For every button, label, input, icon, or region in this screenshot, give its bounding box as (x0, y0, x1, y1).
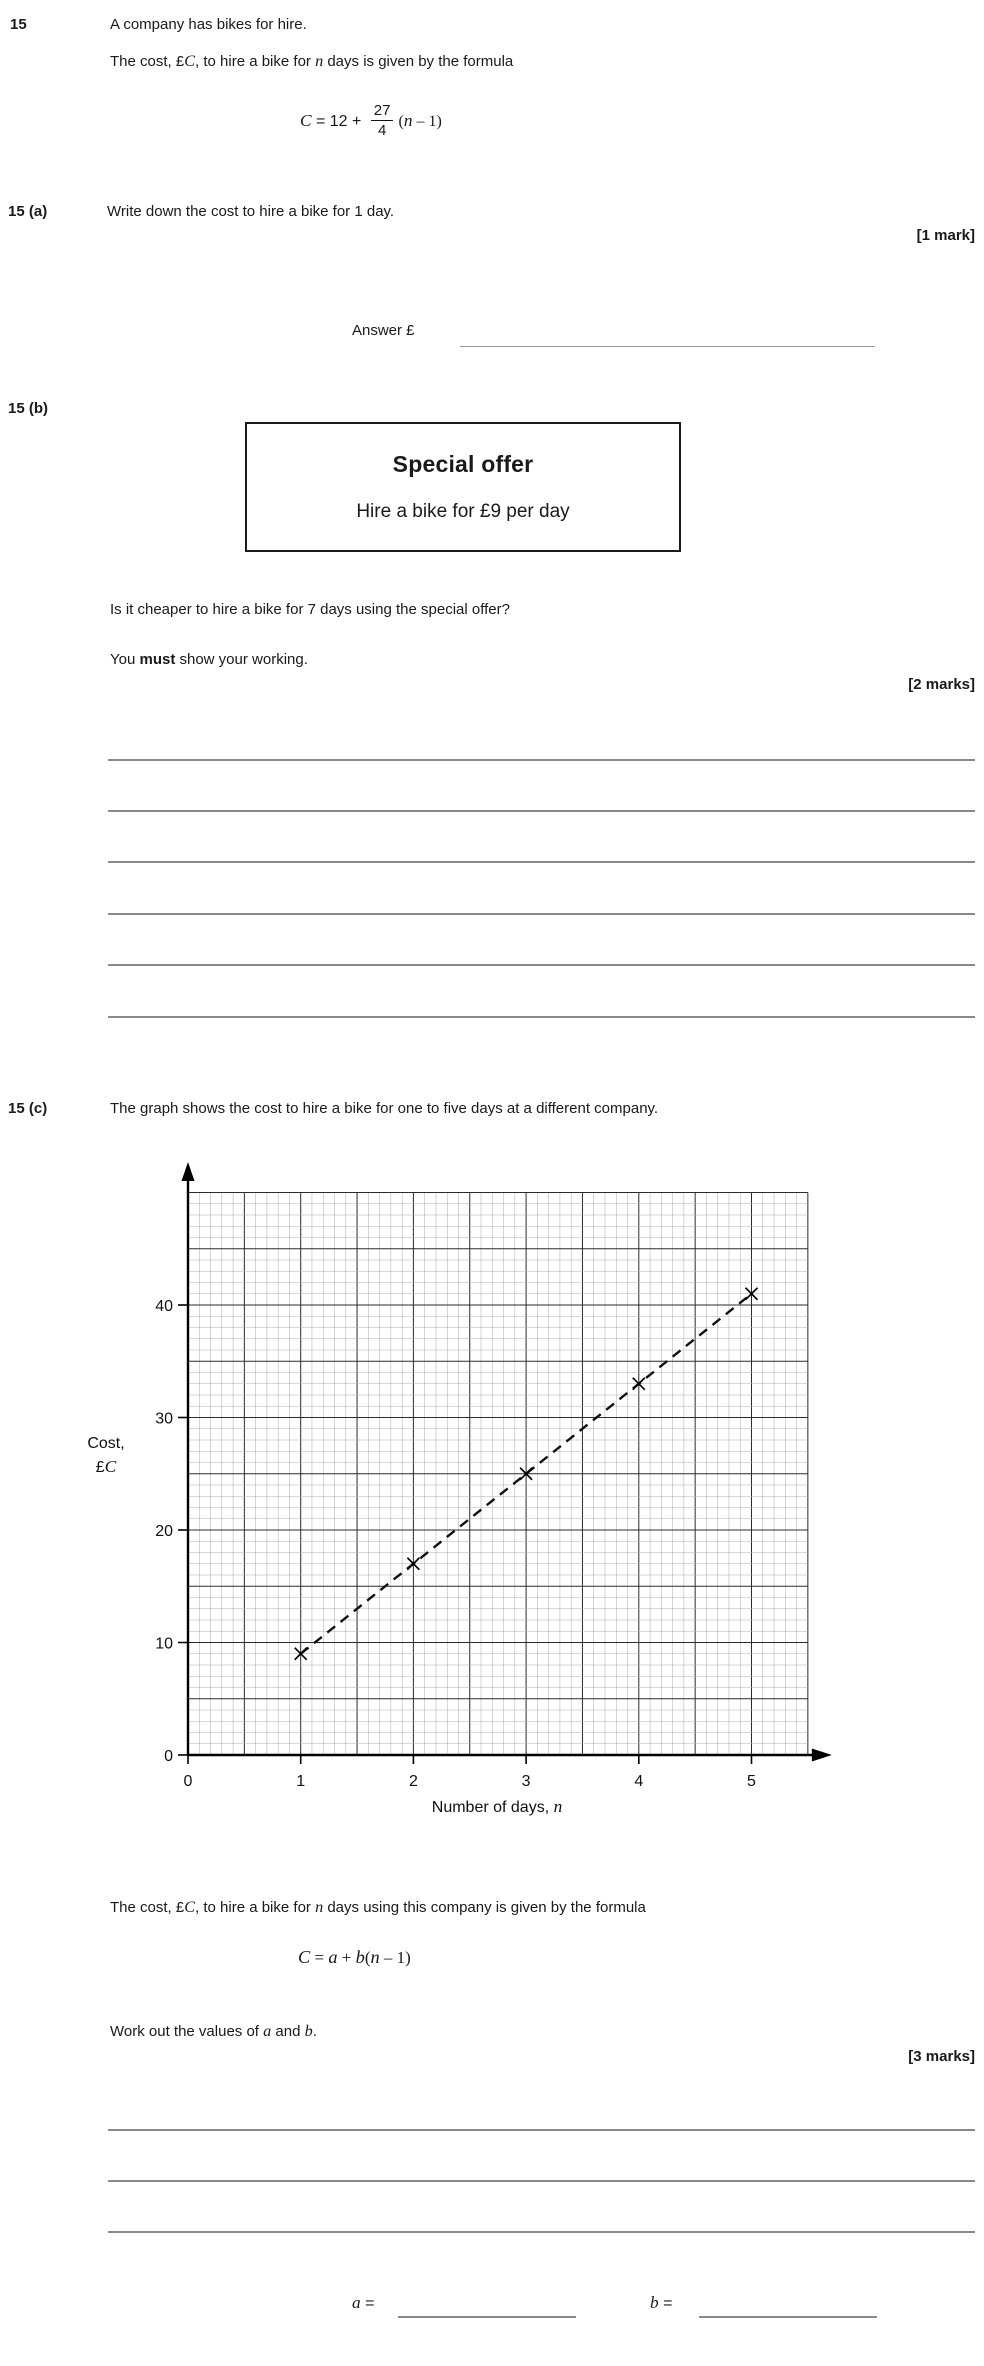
svg-text:40: 40 (155, 1298, 173, 1315)
part-c-formula-intro: The cost, £C, to hire a bike for n days using this company is given by the formula (110, 1898, 646, 1916)
answer-b-label: b = (650, 2293, 673, 2312)
answer-line[interactable] (108, 2231, 975, 2233)
answer-line[interactable] (108, 1016, 975, 1018)
answer-blank[interactable] (460, 346, 875, 347)
svg-text:30: 30 (155, 1410, 173, 1428)
answer-line[interactable] (108, 964, 975, 966)
answer-line[interactable] (108, 810, 975, 812)
formula-company: C = a + b(n – 1) (298, 1947, 411, 1967)
part-c-task: Work out the values of a and b. (110, 2022, 317, 2040)
svg-text:3: 3 (521, 1773, 531, 1790)
answer-line[interactable] (108, 759, 975, 761)
answer-pound-label: Answer £ (352, 322, 415, 339)
svg-text:5: 5 (747, 1773, 756, 1790)
answer-a-label: a = (352, 2293, 375, 2312)
special-offer-box (245, 422, 681, 552)
answer-line[interactable] (108, 2129, 975, 2131)
svg-text:0: 0 (183, 1773, 193, 1790)
cost-graph (60, 1150, 850, 1805)
question-number: 15 (10, 16, 27, 33)
svg-text:2: 2 (408, 1773, 418, 1790)
x-axis-label: Number of days, n (431, 1797, 563, 1816)
part-a-question: Write down the cost to hire a bike for 1 day. (107, 203, 395, 220)
answer-b-blank[interactable] (699, 2316, 877, 2318)
special-offer-title: Special offer (392, 451, 534, 477)
answer-line[interactable] (108, 2180, 975, 2182)
fraction: $\frac{27}{4}$ (371, 102, 394, 139)
answer-line[interactable] (108, 913, 975, 915)
part-a-marks: [1 mark] (916, 227, 975, 244)
y-axis-label: Cost, £C (87, 1435, 125, 1476)
special-offer-text: Hire a bike for £9 per day (356, 501, 570, 522)
part-c-marks: [3 marks] (908, 2048, 975, 2065)
answer-line[interactable] (108, 861, 975, 863)
part-b-label: 15 (b) (8, 400, 49, 417)
formula-cost: C = 12 + $\frac{27}{4}$ (n – 1) (300, 102, 442, 139)
svg-text:1: 1 (296, 1773, 306, 1790)
svg-text:10: 10 (155, 1635, 173, 1653)
svg-text:20: 20 (155, 1523, 173, 1540)
answer-a-blank[interactable] (398, 2316, 576, 2318)
intro-line-2: The cost, £C, to hire a bike for n days is given by the formula (110, 52, 514, 70)
part-a-label: 15 (a) (8, 203, 48, 220)
svg-text:4: 4 (634, 1773, 644, 1790)
part-c-question: The graph shows the cost to hire a bike for one to five days at a different company. (110, 1100, 659, 1117)
part-b-question: Is it cheaper to hire a bike for 7 days using the special offer? (110, 601, 510, 618)
part-b-marks: [2 marks] (908, 676, 975, 693)
part-c-label: 15 (c) (8, 1100, 48, 1117)
part-b-working-note: You must show your working. (110, 651, 308, 668)
svg-text:0: 0 (164, 1748, 173, 1765)
intro-line-1: A company has bikes for hire. (110, 16, 307, 33)
